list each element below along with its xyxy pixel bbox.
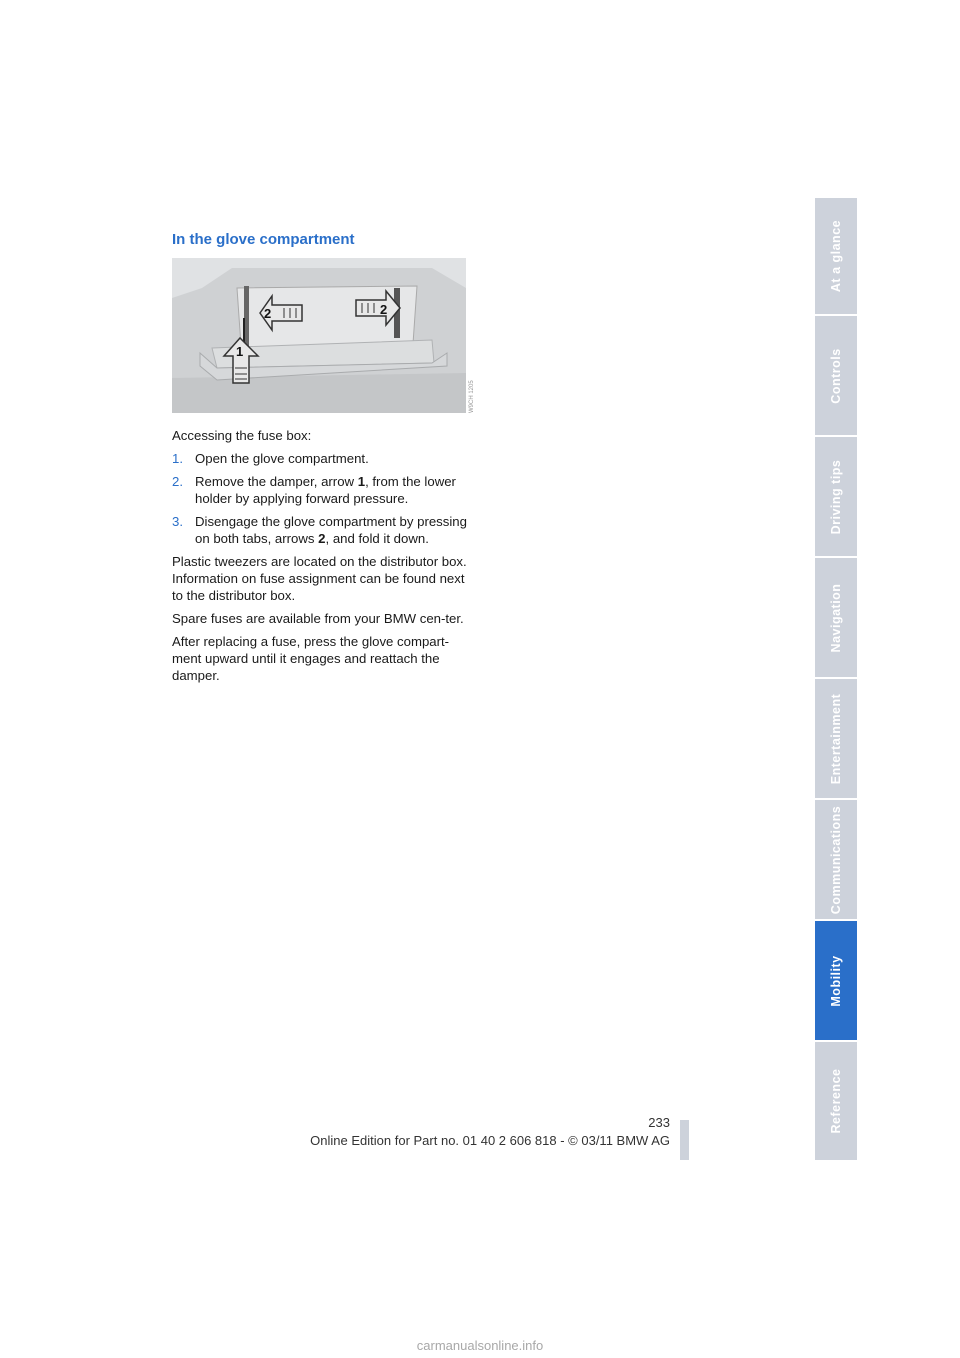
callout-1: 1 (236, 344, 244, 359)
tab-label: At a glance (829, 219, 843, 293)
tab-reference[interactable] (815, 1042, 857, 1160)
spare-fuses-paragraph: Spare fuses are available from your BMW cen-ter. (172, 611, 464, 626)
tab-navigation[interactable] (815, 558, 857, 679)
step-text-after: , and fold it down. (325, 531, 429, 546)
tab-label: Reference (829, 1068, 843, 1134)
tab-communications[interactable] (815, 800, 857, 921)
tab-label: Communications (829, 805, 843, 914)
step-bold-ref: 1 (357, 474, 366, 489)
step-text: Remove the damper, arrow (195, 474, 358, 489)
step-text: Open the glove compartment. (195, 451, 369, 466)
tab-controls[interactable] (815, 316, 857, 437)
steps-list (172, 450, 472, 547)
step-number: 2. (172, 474, 183, 489)
list-item (172, 513, 472, 547)
tab-at-a-glance[interactable] (815, 198, 857, 316)
step-number: 1. (172, 451, 183, 466)
tab-entertainment[interactable] (815, 679, 857, 800)
footer-text: Online Edition for Part no. 01 40 2 606 818 - © 03/11 BMW AG (310, 1133, 670, 1148)
body-text (172, 427, 472, 690)
list-item (172, 473, 472, 507)
watermark-text: carmanualsonline.info (416, 1338, 544, 1353)
footer-bar (680, 1120, 689, 1160)
tab-mobility[interactable] (815, 921, 857, 1042)
tab-label: Driving tips (829, 459, 843, 534)
replacement-paragraph: After replacing a fuse, press the glove compart-ment upward until it engages and reattach the damper. (172, 634, 450, 683)
step-bold-ref: 2 (318, 531, 326, 546)
tweezers-text: Plastic tweezers are located on the distributor box. (172, 554, 467, 569)
fuse-assignment-text: Information on fuse assignment can be found next to the distributor box. (172, 571, 465, 603)
tab-label: Mobility (829, 954, 843, 1007)
tweezers-paragraph (172, 553, 472, 604)
tab-label: Navigation (829, 583, 843, 652)
callout-2-right: 2 (380, 302, 388, 317)
list-item (172, 450, 472, 467)
intro-text: Accessing the fuse box: (172, 428, 312, 443)
chapter-sidebar (815, 198, 857, 1160)
page-number: 233 (648, 1115, 670, 1130)
glove-compartment-illustration (172, 258, 475, 413)
tab-label: Controls (829, 347, 843, 404)
tab-driving-tips[interactable] (815, 437, 857, 558)
step-text-after: , from the lower holder by applying forward pressure. (195, 474, 456, 506)
step-number: 3. (172, 514, 183, 529)
step-text: Disengage the glove compartment by pressing on both tabs, arrows (195, 514, 467, 546)
section-heading: In the glove compartment (172, 231, 355, 248)
tab-label: Entertainment (829, 693, 843, 784)
callout-2-left: 2 (264, 306, 272, 321)
image-code: W9CH 1205 (469, 380, 475, 413)
